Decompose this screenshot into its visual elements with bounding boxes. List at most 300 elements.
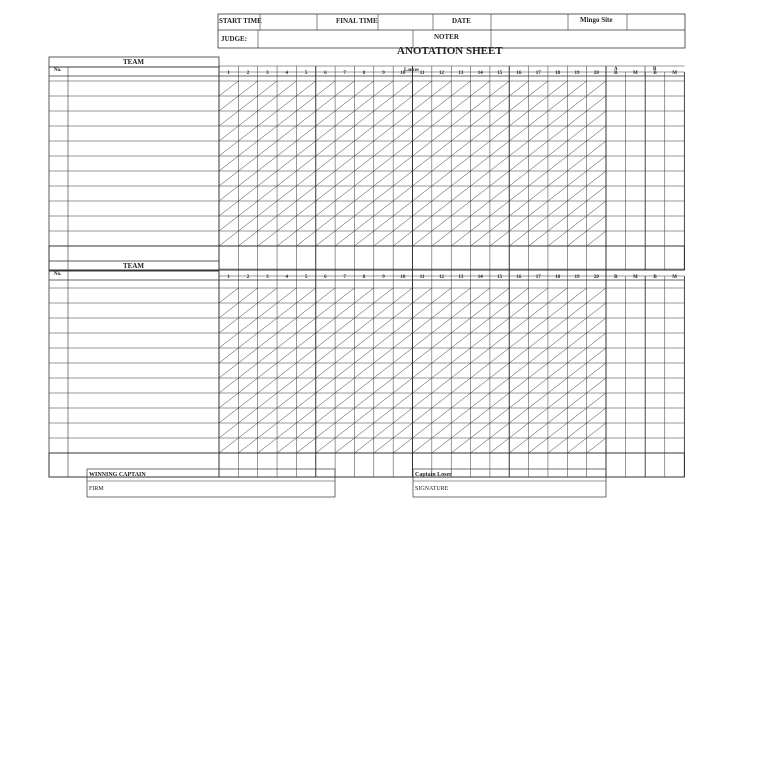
lance-diagonal <box>587 126 606 141</box>
lance-diagonal <box>393 318 412 333</box>
lance-diagonal <box>529 231 548 246</box>
lance-diagonal <box>471 141 490 156</box>
lance-diagonal <box>432 81 451 96</box>
lance-diagonal <box>296 141 315 156</box>
lance-diagonal <box>238 171 257 186</box>
lance-diagonal <box>567 303 586 318</box>
lance-diagonal <box>548 318 567 333</box>
lance-diagonal <box>374 156 393 171</box>
lance-diagonal <box>567 156 586 171</box>
lance-diagonal <box>587 288 606 303</box>
lance-diagonal <box>509 363 528 378</box>
lance-number: 6 <box>324 275 327 280</box>
lance-diagonal <box>471 333 490 348</box>
signature-label: SIGNATURE <box>415 486 449 492</box>
lance-diagonal <box>471 216 490 231</box>
lance-diagonal <box>296 318 315 333</box>
lance-diagonal <box>393 81 412 96</box>
lance-diagonal <box>413 231 432 246</box>
lance-diagonal <box>374 81 393 96</box>
lance-diagonal <box>296 348 315 363</box>
lance-diagonal <box>490 288 509 303</box>
lance-diagonal <box>451 126 470 141</box>
score-col-label: B <box>653 275 657 280</box>
lance-diagonal <box>432 303 451 318</box>
lance-diagonal <box>219 231 238 246</box>
lance-diagonal <box>490 156 509 171</box>
lance-diagonal <box>393 333 412 348</box>
lance-diagonal <box>451 201 470 216</box>
lance-diagonal <box>238 231 257 246</box>
lance-number: 15 <box>497 275 503 280</box>
lance-diagonal <box>335 186 354 201</box>
lance-diagonal <box>219 171 238 186</box>
lance-diagonal <box>432 408 451 423</box>
winning-captain-label: WINNING CAPTAIN <box>89 472 146 478</box>
lance-number: 4 <box>285 275 288 280</box>
lance-number: 11 <box>419 275 425 280</box>
lance-diagonal <box>567 408 586 423</box>
lance-diagonal <box>316 96 335 111</box>
lance-diagonal <box>393 393 412 408</box>
lance-diagonal <box>296 186 315 201</box>
lance-diagonal <box>374 141 393 156</box>
lance-diagonal <box>471 318 490 333</box>
lance-diagonal <box>296 303 315 318</box>
lance-diagonal <box>258 141 277 156</box>
lance-diagonal <box>529 156 548 171</box>
lance-diagonal <box>374 363 393 378</box>
lance-diagonal <box>587 333 606 348</box>
lance-diagonal <box>316 333 335 348</box>
lance-diagonal <box>432 141 451 156</box>
lance-diagonal <box>509 333 528 348</box>
lance-diagonal <box>393 141 412 156</box>
group-b-label: B <box>653 67 657 72</box>
lance-diagonal <box>529 378 548 393</box>
lance-number: 3 <box>266 71 269 76</box>
lance-diagonal <box>258 81 277 96</box>
lance-diagonal <box>587 318 606 333</box>
lance-diagonal <box>587 423 606 438</box>
lance-diagonal <box>354 171 373 186</box>
lance-diagonal <box>296 171 315 186</box>
lance-diagonal <box>587 81 606 96</box>
lance-diagonal <box>277 393 296 408</box>
lance-diagonal <box>567 438 586 453</box>
lance-diagonal <box>219 156 238 171</box>
judge-label: JUDGE: <box>221 35 248 43</box>
lance-diagonal <box>374 378 393 393</box>
lance-diagonal <box>238 303 257 318</box>
lance-diagonal <box>471 303 490 318</box>
lance-diagonal <box>354 318 373 333</box>
lance-diagonal <box>471 378 490 393</box>
lance-diagonal <box>258 288 277 303</box>
lance-number: 11 <box>419 71 425 76</box>
lance-diagonal <box>432 438 451 453</box>
lance-diagonal <box>219 423 238 438</box>
lance-diagonal <box>374 216 393 231</box>
lance-diagonal <box>451 408 470 423</box>
total-row <box>49 246 684 270</box>
lance-diagonal <box>374 408 393 423</box>
lance-diagonal <box>238 201 257 216</box>
lance-diagonal <box>316 393 335 408</box>
lance-diagonal <box>238 141 257 156</box>
site-label: Mingo Site <box>580 16 613 24</box>
lance-diagonal <box>413 111 432 126</box>
lance-diagonal <box>296 393 315 408</box>
lance-diagonal <box>490 438 509 453</box>
lance-diagonal <box>335 348 354 363</box>
lance-diagonal <box>238 156 257 171</box>
lance-diagonal <box>335 333 354 348</box>
lance-diagonal <box>277 363 296 378</box>
total-row <box>49 453 684 477</box>
lance-diagonal <box>587 348 606 363</box>
lance-diagonal <box>471 156 490 171</box>
lance-number: 6 <box>324 71 327 76</box>
lance-diagonal <box>413 126 432 141</box>
lance-number: 5 <box>304 275 308 280</box>
sheet-title: ANOTATION SHEET <box>397 45 503 57</box>
lance-diagonal <box>393 231 412 246</box>
lance-diagonal <box>451 231 470 246</box>
lance-diagonal <box>509 303 528 318</box>
lance-diagonal <box>277 96 296 111</box>
lances-label: Lances <box>404 68 419 73</box>
lance-number: 1 <box>227 71 230 76</box>
lance-diagonal <box>335 216 354 231</box>
lance-diagonal <box>548 408 567 423</box>
lance-diagonal <box>296 126 315 141</box>
lance-diagonal <box>393 111 412 126</box>
lance-diagonal <box>219 348 238 363</box>
lance-diagonal <box>529 438 548 453</box>
lance-diagonal <box>490 81 509 96</box>
lance-diagonal <box>277 438 296 453</box>
lance-number: 8 <box>362 275 366 280</box>
lance-diagonal <box>335 438 354 453</box>
lance-number: 20 <box>593 71 599 76</box>
lance-diagonal <box>509 186 528 201</box>
lance-diagonal <box>238 363 257 378</box>
lance-diagonal <box>335 126 354 141</box>
lance-diagonal <box>490 348 509 363</box>
lance-diagonal <box>529 408 548 423</box>
lance-diagonal <box>567 171 586 186</box>
lance-diagonal <box>258 318 277 333</box>
lance-number: 14 <box>477 275 483 280</box>
lance-diagonal <box>567 378 586 393</box>
lance-diagonal <box>509 423 528 438</box>
lance-diagonal <box>316 408 335 423</box>
lance-diagonal <box>238 288 257 303</box>
lance-diagonal <box>509 96 528 111</box>
lance-diagonal <box>490 423 509 438</box>
lance-diagonal <box>354 126 373 141</box>
lance-diagonal <box>567 363 586 378</box>
lance-number: 16 <box>516 71 522 76</box>
lance-diagonal <box>548 126 567 141</box>
lance-diagonal <box>393 348 412 363</box>
lance-diagonal <box>490 171 509 186</box>
lance-diagonal <box>451 288 470 303</box>
lance-diagonal <box>277 81 296 96</box>
lance-diagonal <box>219 126 238 141</box>
lance-diagonal <box>567 96 586 111</box>
lance-diagonal <box>567 348 586 363</box>
lance-diagonal <box>277 423 296 438</box>
lance-diagonal <box>413 201 432 216</box>
lance-diagonal <box>529 348 548 363</box>
lance-diagonal <box>258 333 277 348</box>
lance-diagonal <box>238 408 257 423</box>
lance-diagonal <box>238 423 257 438</box>
lance-diagonal <box>529 363 548 378</box>
lance-diagonal <box>219 216 238 231</box>
lance-diagonal <box>258 423 277 438</box>
lance-diagonal <box>393 201 412 216</box>
lance-diagonal <box>316 111 335 126</box>
lance-number: 1 <box>227 275 230 280</box>
lance-diagonal <box>316 216 335 231</box>
lance-diagonal <box>548 231 567 246</box>
lance-diagonal <box>413 318 432 333</box>
lance-diagonal <box>548 423 567 438</box>
lance-diagonal <box>432 333 451 348</box>
lance-diagonal <box>451 111 470 126</box>
lance-diagonal <box>296 201 315 216</box>
lance-diagonal <box>238 348 257 363</box>
lance-diagonal <box>277 318 296 333</box>
lance-number: 19 <box>574 275 580 280</box>
lance-diagonal <box>413 333 432 348</box>
lance-diagonal <box>354 288 373 303</box>
lance-diagonal <box>354 378 373 393</box>
lance-diagonal <box>354 303 373 318</box>
lance-diagonal <box>490 96 509 111</box>
lance-number: 15 <box>497 71 503 76</box>
lance-diagonal <box>567 393 586 408</box>
lance-number: 2 <box>246 71 250 76</box>
lance-diagonal <box>587 438 606 453</box>
lance-diagonal <box>277 171 296 186</box>
lance-number: 10 <box>400 71 406 76</box>
lance-diagonal <box>567 423 586 438</box>
lance-diagonal <box>471 393 490 408</box>
lance-diagonal <box>219 81 238 96</box>
lance-diagonal <box>296 333 315 348</box>
lance-diagonal <box>471 363 490 378</box>
lance-diagonal <box>413 408 432 423</box>
lance-diagonal <box>238 81 257 96</box>
lance-diagonal <box>258 303 277 318</box>
lance-diagonal <box>219 288 238 303</box>
lance-diagonal <box>432 393 451 408</box>
lance-number: 5 <box>304 71 308 76</box>
lance-diagonal <box>413 141 432 156</box>
lance-number: 16 <box>516 275 522 280</box>
lance-diagonal <box>316 231 335 246</box>
lance-diagonal <box>393 378 412 393</box>
lance-number: 8 <box>362 71 366 76</box>
lance-diagonal <box>296 378 315 393</box>
lance-diagonal <box>393 438 412 453</box>
lance-diagonal <box>567 288 586 303</box>
lance-diagonal <box>451 318 470 333</box>
lance-diagonal <box>587 141 606 156</box>
lance-diagonal <box>354 423 373 438</box>
lance-diagonal <box>393 423 412 438</box>
team2-no-label: No. <box>54 272 62 277</box>
lance-diagonal <box>471 201 490 216</box>
lance-diagonal <box>374 333 393 348</box>
score-col-label: B <box>614 71 618 76</box>
lance-number: 17 <box>535 71 541 76</box>
team1-no-label: No. <box>54 68 62 73</box>
lance-diagonal <box>413 216 432 231</box>
lance-diagonal <box>490 111 509 126</box>
lance-diagonal <box>316 156 335 171</box>
lance-diagonal <box>587 96 606 111</box>
lance-diagonal <box>471 96 490 111</box>
lance-number: 2 <box>246 275 250 280</box>
team-roster-box <box>49 67 219 270</box>
lance-diagonal <box>490 333 509 348</box>
lance-diagonal <box>258 231 277 246</box>
lance-diagonal <box>451 393 470 408</box>
lance-diagonal <box>393 156 412 171</box>
lance-diagonal <box>432 156 451 171</box>
lance-diagonal <box>374 423 393 438</box>
start-time-label: START TIME <box>219 17 262 25</box>
lance-diagonal <box>335 111 354 126</box>
lance-diagonal <box>490 126 509 141</box>
lance-diagonal <box>238 333 257 348</box>
lance-diagonal <box>490 393 509 408</box>
lance-diagonal <box>451 303 470 318</box>
lance-diagonal <box>471 423 490 438</box>
lance-diagonal <box>335 378 354 393</box>
lance-diagonal <box>296 363 315 378</box>
lance-diagonal <box>258 171 277 186</box>
lance-diagonal <box>529 201 548 216</box>
lance-diagonal <box>432 111 451 126</box>
score-col-label: B <box>614 275 618 280</box>
lance-diagonal <box>490 216 509 231</box>
lance-diagonal <box>548 333 567 348</box>
lance-diagonal <box>413 423 432 438</box>
lance-diagonal <box>490 201 509 216</box>
lance-diagonal <box>509 141 528 156</box>
lance-diagonal <box>548 111 567 126</box>
lance-diagonal <box>258 156 277 171</box>
lance-diagonal <box>471 288 490 303</box>
lance-diagonal <box>471 81 490 96</box>
lance-diagonal <box>374 111 393 126</box>
team2-label: TEAM <box>123 262 144 270</box>
lance-diagonal <box>316 423 335 438</box>
lance-diagonal <box>354 408 373 423</box>
lance-diagonal <box>238 216 257 231</box>
lance-diagonal <box>374 318 393 333</box>
lance-diagonal <box>413 96 432 111</box>
lance-number: 4 <box>285 71 288 76</box>
lance-number: 7 <box>343 71 347 76</box>
lance-diagonal <box>258 111 277 126</box>
lance-diagonal <box>258 378 277 393</box>
lance-diagonal <box>451 438 470 453</box>
header-box <box>218 14 685 48</box>
lance-diagonal <box>529 111 548 126</box>
lance-diagonal <box>567 318 586 333</box>
lance-diagonal <box>587 216 606 231</box>
lance-diagonal <box>548 378 567 393</box>
lance-diagonal <box>548 81 567 96</box>
lance-diagonal <box>219 318 238 333</box>
noter-label: NOTER <box>434 33 459 41</box>
lance-diagonal <box>567 231 586 246</box>
lance-diagonal <box>432 96 451 111</box>
lance-diagonal <box>413 156 432 171</box>
lance-diagonal <box>219 111 238 126</box>
lance-diagonal <box>413 378 432 393</box>
lance-diagonal <box>219 141 238 156</box>
lance-diagonal <box>432 186 451 201</box>
lance-diagonal <box>490 303 509 318</box>
lance-diagonal <box>490 231 509 246</box>
lance-number: 20 <box>593 275 599 280</box>
lance-diagonal <box>490 378 509 393</box>
lance-diagonal <box>258 201 277 216</box>
lance-diagonal <box>316 363 335 378</box>
lance-diagonal <box>413 81 432 96</box>
lance-diagonal <box>432 378 451 393</box>
lance-diagonal <box>529 288 548 303</box>
lance-diagonal <box>509 231 528 246</box>
lance-diagonal <box>296 216 315 231</box>
lance-diagonal <box>393 186 412 201</box>
lance-diagonal <box>529 171 548 186</box>
lance-diagonal <box>277 378 296 393</box>
lance-diagonal <box>471 171 490 186</box>
lance-diagonal <box>354 363 373 378</box>
lance-diagonal <box>354 231 373 246</box>
lance-diagonal <box>509 438 528 453</box>
lance-diagonal <box>277 186 296 201</box>
lance-diagonal <box>413 186 432 201</box>
lance-diagonal <box>587 201 606 216</box>
lance-diagonal <box>548 156 567 171</box>
lance-diagonal <box>471 348 490 363</box>
lance-diagonal <box>238 318 257 333</box>
lance-diagonal <box>219 438 238 453</box>
lance-diagonal <box>277 216 296 231</box>
lance-diagonal <box>471 438 490 453</box>
lance-diagonal <box>277 111 296 126</box>
lance-diagonal <box>277 288 296 303</box>
lance-diagonal <box>393 126 412 141</box>
lance-diagonal <box>432 348 451 363</box>
captain-loser-label: Captain Loser <box>415 472 452 478</box>
lance-diagonal <box>529 186 548 201</box>
lance-diagonal <box>374 438 393 453</box>
lance-diagonal <box>335 423 354 438</box>
lance-diagonal <box>432 126 451 141</box>
score-col-label: M <box>633 71 638 76</box>
